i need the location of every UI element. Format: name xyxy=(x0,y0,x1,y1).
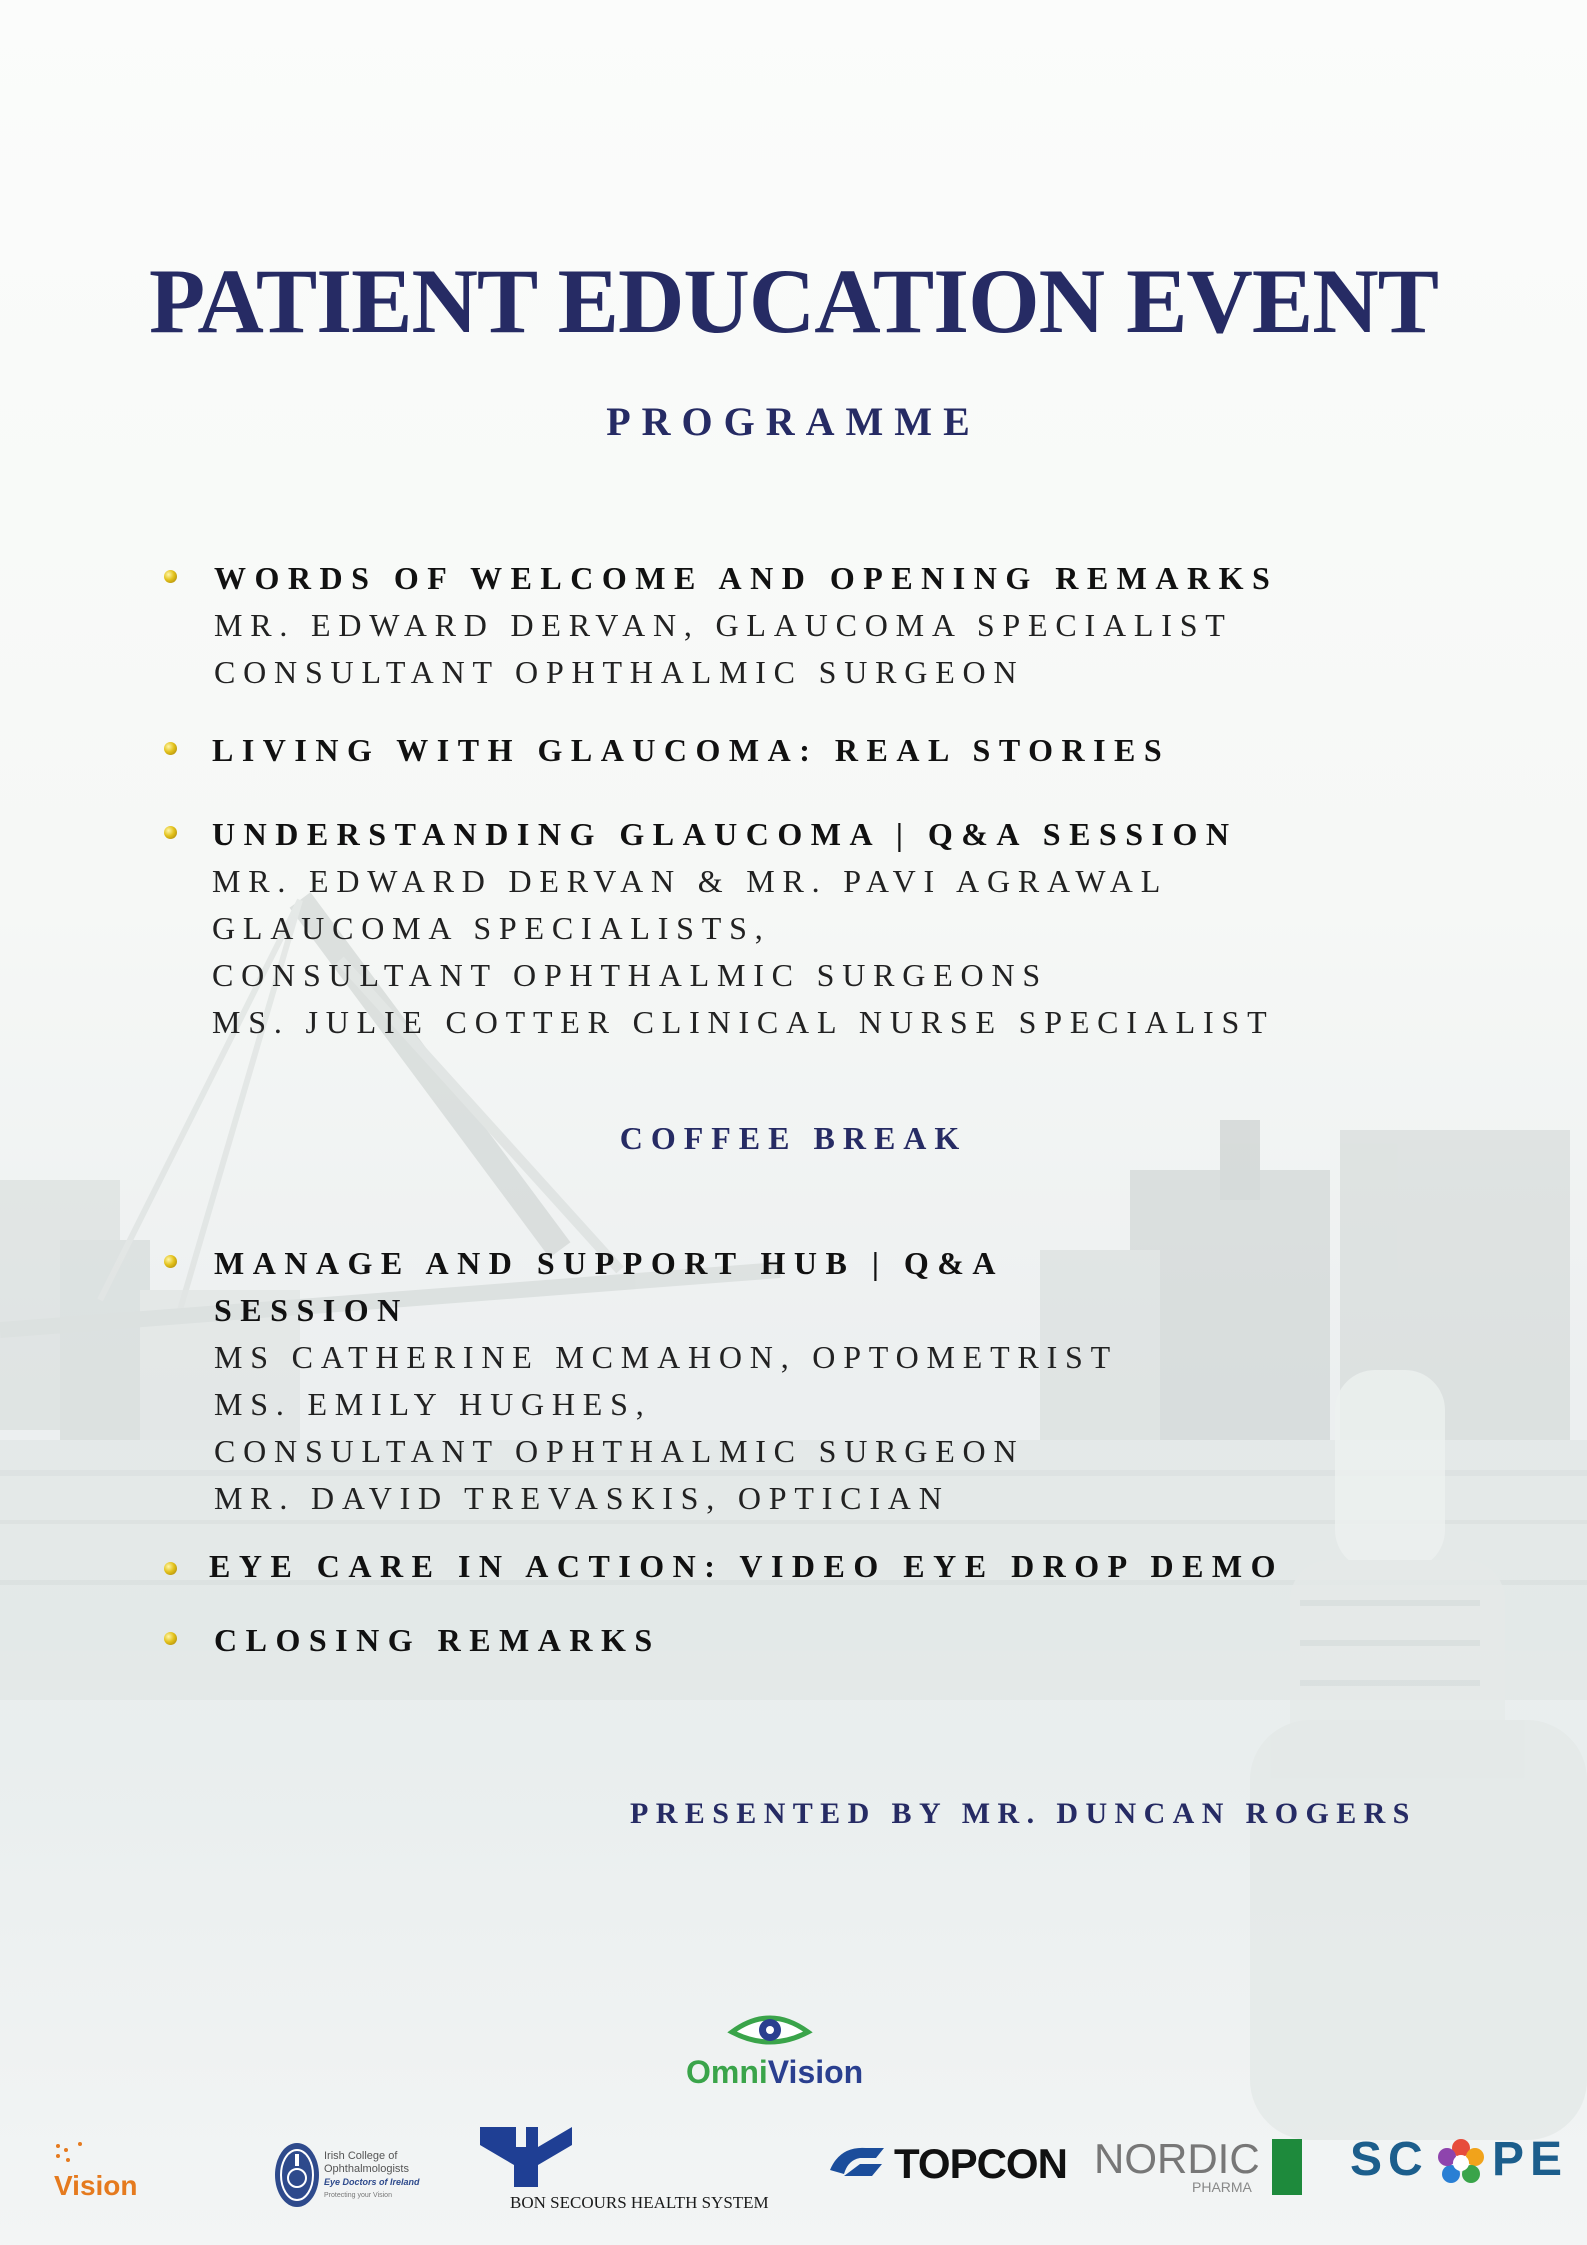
bon-secours-logo xyxy=(478,2125,778,2220)
item-line: MS CATHERINE MCMAHON, OPTOMETRIST xyxy=(214,1339,1118,1375)
omnivision-eye-icon xyxy=(680,2008,860,2058)
omnivision-logo xyxy=(680,2008,864,2098)
vision-dots-icon xyxy=(54,2140,94,2168)
bon-secours-logo-text: BON SECOURS HEALTH SYSTEM xyxy=(510,2193,769,2212)
scope-flower-icon xyxy=(1436,2138,1486,2188)
icoph-small: Protecting your Vision xyxy=(324,2192,392,2199)
vision-logo-text: Vision xyxy=(54,2170,138,2201)
icoph-crest-icon xyxy=(272,2140,322,2210)
item-line: CONSULTANT OPHTHALMIC SURGEON xyxy=(214,1433,1025,1469)
bullet-icon xyxy=(164,570,177,583)
bullet-icon xyxy=(164,1255,177,1268)
icoph-logo xyxy=(272,2140,432,2210)
scope-logo-text-right: PE xyxy=(1492,2133,1569,2186)
icoph-name-line2: Ophthalmologists xyxy=(324,2163,409,2175)
item-line: MS. JULIE COTTER CLINICAL NURSE SPECIALIST xyxy=(212,1004,1275,1040)
item-heading: WORDS OF WELCOME AND OPENING REMARKS xyxy=(214,560,1279,596)
item-heading: EYE CARE IN ACTION: VIDEO EYE DROP DEMO xyxy=(209,1548,1284,1584)
nordic-pharma-logo xyxy=(1094,2135,1314,2205)
nordic-logo-text: NORDIC xyxy=(1094,2135,1260,2182)
item-line: MS. EMILY HUGHES, xyxy=(214,1386,652,1422)
coffee-break: COFFEE BREAK xyxy=(619,1120,968,1156)
item-line: MR. EDWARD DERVAN, GLAUCOMA SPECIALIST xyxy=(214,607,1233,643)
bullet-icon xyxy=(164,826,177,839)
programme-subtitle: PROGRAMME xyxy=(606,399,981,444)
item-heading-continued: SESSION xyxy=(214,1292,409,1328)
topcon-logo-text: TOPCON xyxy=(894,2140,1067,2187)
scope-logo xyxy=(1350,2132,1569,2202)
icoph-name-line1: Irish College of xyxy=(324,2150,398,2162)
event-title: PATIENT EDUCATION EVENT xyxy=(148,250,1439,352)
item-line: GLAUCOMA SPECIALISTS, xyxy=(212,910,771,946)
omnivision-logo-part2: Vision xyxy=(767,2054,864,2090)
topcon-logo xyxy=(826,2140,1066,2200)
item-line: CONSULTANT OPHTHALMIC SURGEONS xyxy=(212,957,1048,993)
item-line: MR. EDWARD DERVAN & MR. PAVI AGRAWAL xyxy=(212,863,1169,899)
bon-secours-cross-icon xyxy=(478,2125,574,2189)
bullet-icon xyxy=(164,1632,177,1645)
item-heading: MANAGE AND SUPPORT HUB | Q&A xyxy=(214,1245,1005,1281)
nordic-green-bar-icon xyxy=(1272,2139,1302,2195)
item-heading: UNDERSTANDING GLAUCOMA | Q&A SESSION xyxy=(212,816,1238,852)
presenter-credit: PRESENTED BY MR. DUNCAN ROGERS xyxy=(630,1797,1417,1830)
item-heading: LIVING WITH GLAUCOMA: REAL STORIES xyxy=(212,732,1171,768)
nordic-logo-subtext: PHARMA xyxy=(1192,2179,1252,2195)
item-line: MR. DAVID TREVASKIS, OPTICIAN xyxy=(214,1480,950,1516)
item-line: CONSULTANT OPHTHALMIC SURGEON xyxy=(214,654,1025,690)
bullet-icon xyxy=(164,742,177,755)
bullet-icon xyxy=(164,1562,177,1575)
omnivision-logo-part1: Omni xyxy=(686,2054,768,2090)
icoph-tagline: Eye Doctors of Ireland xyxy=(324,2177,420,2187)
scope-logo-text-left: SC xyxy=(1350,2133,1429,2186)
vision-logo xyxy=(54,2140,164,2210)
topcon-swoosh-icon xyxy=(826,2140,888,2180)
item-heading: CLOSING REMARKS xyxy=(214,1622,661,1658)
